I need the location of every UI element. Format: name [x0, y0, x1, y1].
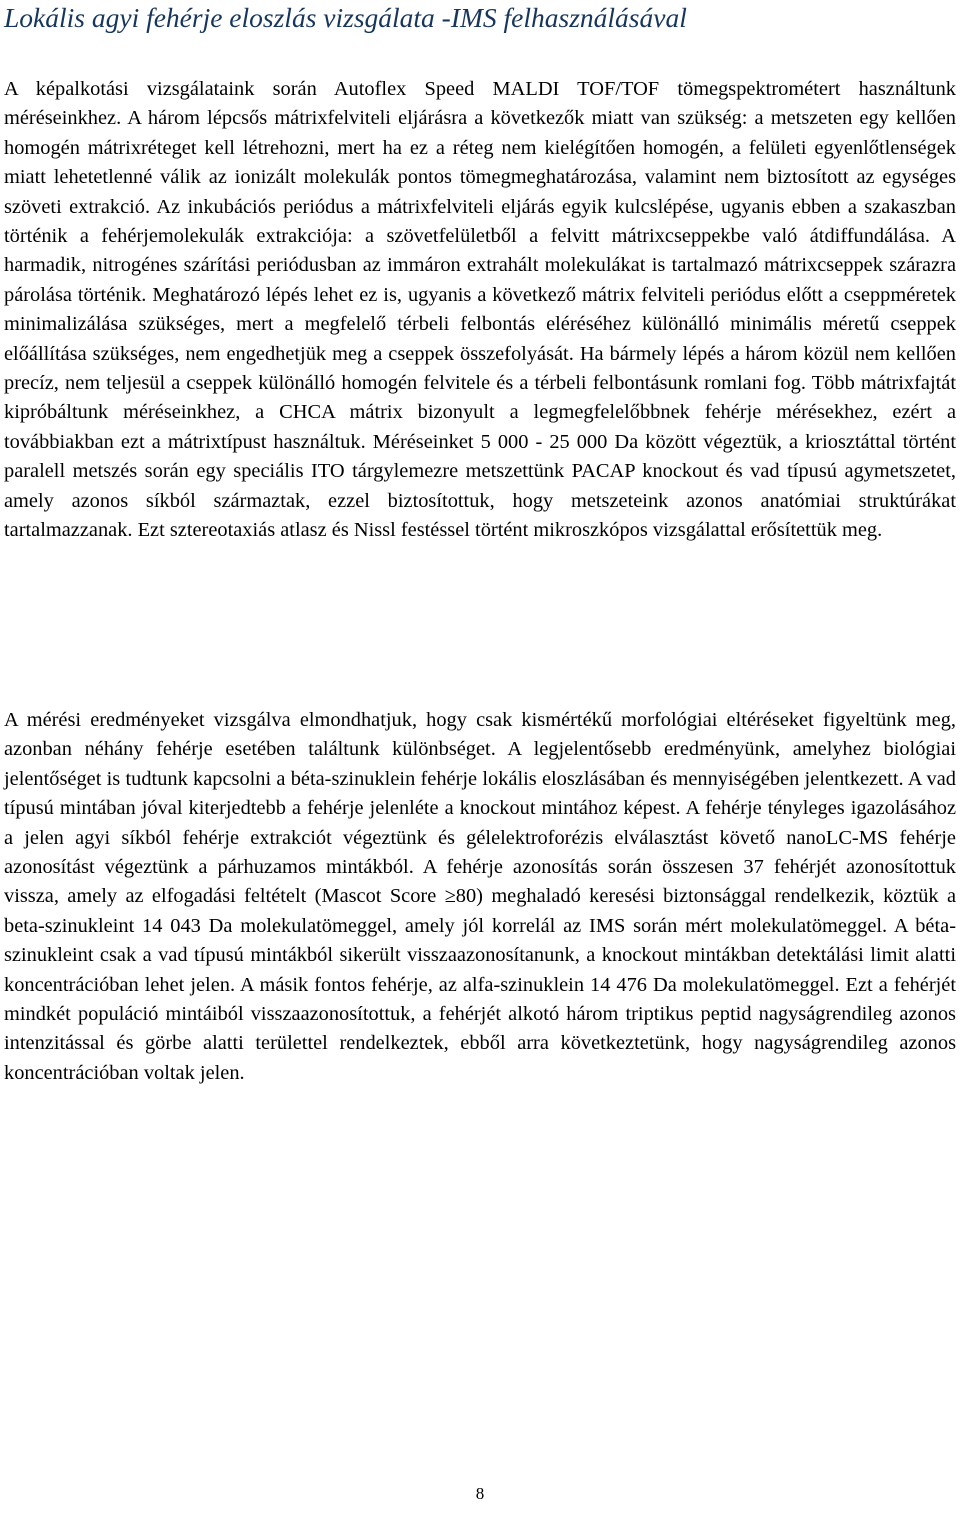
body-paragraph-results: A mérési eredményeket vizsgálva elmondhatjuk, hogy csak kismértékű morfológiai eltéréseket figyeltünk meg, azonban néhány fehérje esetében találtunk különbséget. A legjelentősebb eredményünk, amelyhez biológiai jelentőséget is tudtunk kapcsolni a béta-szinuklein fehérje lokális eloszlásában és mennyiségében jelentkezett. A vad típusú mintában jóval kiterjedtebb a fehérje jelenléte a knockout mintához képest. A fehérje tényleges igazolásához a jelen agyi síkból fehérje extrakciót végeztünk és gélelektroforézis elválasztást követő nanoLC-MS fehérje azonosítást végeztünk a párhuzamos mintákból. A fehérje azonosítás során összesen 37 fehérjét azonosítottuk vissza, amely az elfogadási feltételt (Mascot Score ≥80) meghaladó keresési biztonsággal rendelkezik, köztük a beta-szinukleint 14 043 Da molekulatömeggel, amely jól korrelál az IMS során mért molekulatömeggel. A béta-szinukleint csak a vad típusú mintákból sikerült visszaazonosítanunk, a knockout mintákban detektálási limit alatti koncentrációban lehet jelen. A másik fontos fehérje, az alfa-szinuklein 14 476 Da molekulatömeggel. Ezt a fehérjét mindkét populáció mintáiból visszaazonosítottuk, a fehérjét alkotó három triptikus peptid nagyságrendileg azonos intenzitással és görbe alatti területtel rendelkeztek, ebből arra következtetünk, hogy nagyságrendileg azonos koncentrációban voltak jelen.: [4, 709, 956, 1084]
page-number: 8: [475, 1484, 485, 1503]
section-heading: Lokális agyi fehérje eloszlás vizsgálata -IMS felhasználásával: [4, 2, 687, 33]
body-paragraph-methods: A képalkotási vizsgálataink során Autoflex Speed MALDI TOF/TOF tömegspektrométert használtunk méréseinkhez. A három lépcsős mátrixfelviteli eljárásra a következők miatt van szükség: a metszeten egy kellően homogén mátrixréteget kell létrehozni, mert ha ez a réteg nem kielégítően homogén, a felületi egyenlőtlenségek miatt lehetetlenné válik az ionizált molekulák pontos tömegmeghatározása, valamint nem biztosított az egységes szöveti extrakció. Az inkubációs periódus a mátrixfelviteli eljárás egyik kulcslépése, ugyanis ebben a szakaszban történik a fehérjemolekulák extrakciója: a szövetfelületből a felvitt mátrixcseppekbe való átdiffundálása. A harmadik, nitrogénes szárítási periódusban az immáron extrahált molekulákat is tartalmazó mátrixcseppek szárazra párolása történik. Meghatározó lépés lehet ez is, ugyanis a következő mátrix felviteli periódus előtt a cseppméretek minimalizálása szükséges, mert a megfelelő térbeli felbontás eléréséhez különálló minimális méretű cseppek előállítása szükséges, nem engedhetjük meg a cseppek összefolyását. Ha bármely lépés a három közül nem kellően precíz, nem teljesül a cseppek különálló homogén felvitele és a térbeli felbontásunk romlani fog. Több mátrixfajtát kipróbáltunk méréseinkhez, a CHCA mátrix bizonyult a legmegfelelőbbnek fehérje mérésekhez, ezért a továbbiakban ezt a mátrixtípust használtuk. Méréseinket 5 000 - 25 000 Da között végeztük, a kriosztáttal történt paralell metszés során egy speciális ITO tárgylemezre metszettünk PACAP knockout és vad típusú agymetszetet, amely azonos síkból származtak, ezzel biztosítottuk, hogy metszeteink azonos anatómiai struktúrákat tartalmazzanak. Ezt sztereotaxiás atlasz és Nissl festéssel történt mikroszkópos vizsgálattal erősítettük meg.: [4, 78, 956, 542]
